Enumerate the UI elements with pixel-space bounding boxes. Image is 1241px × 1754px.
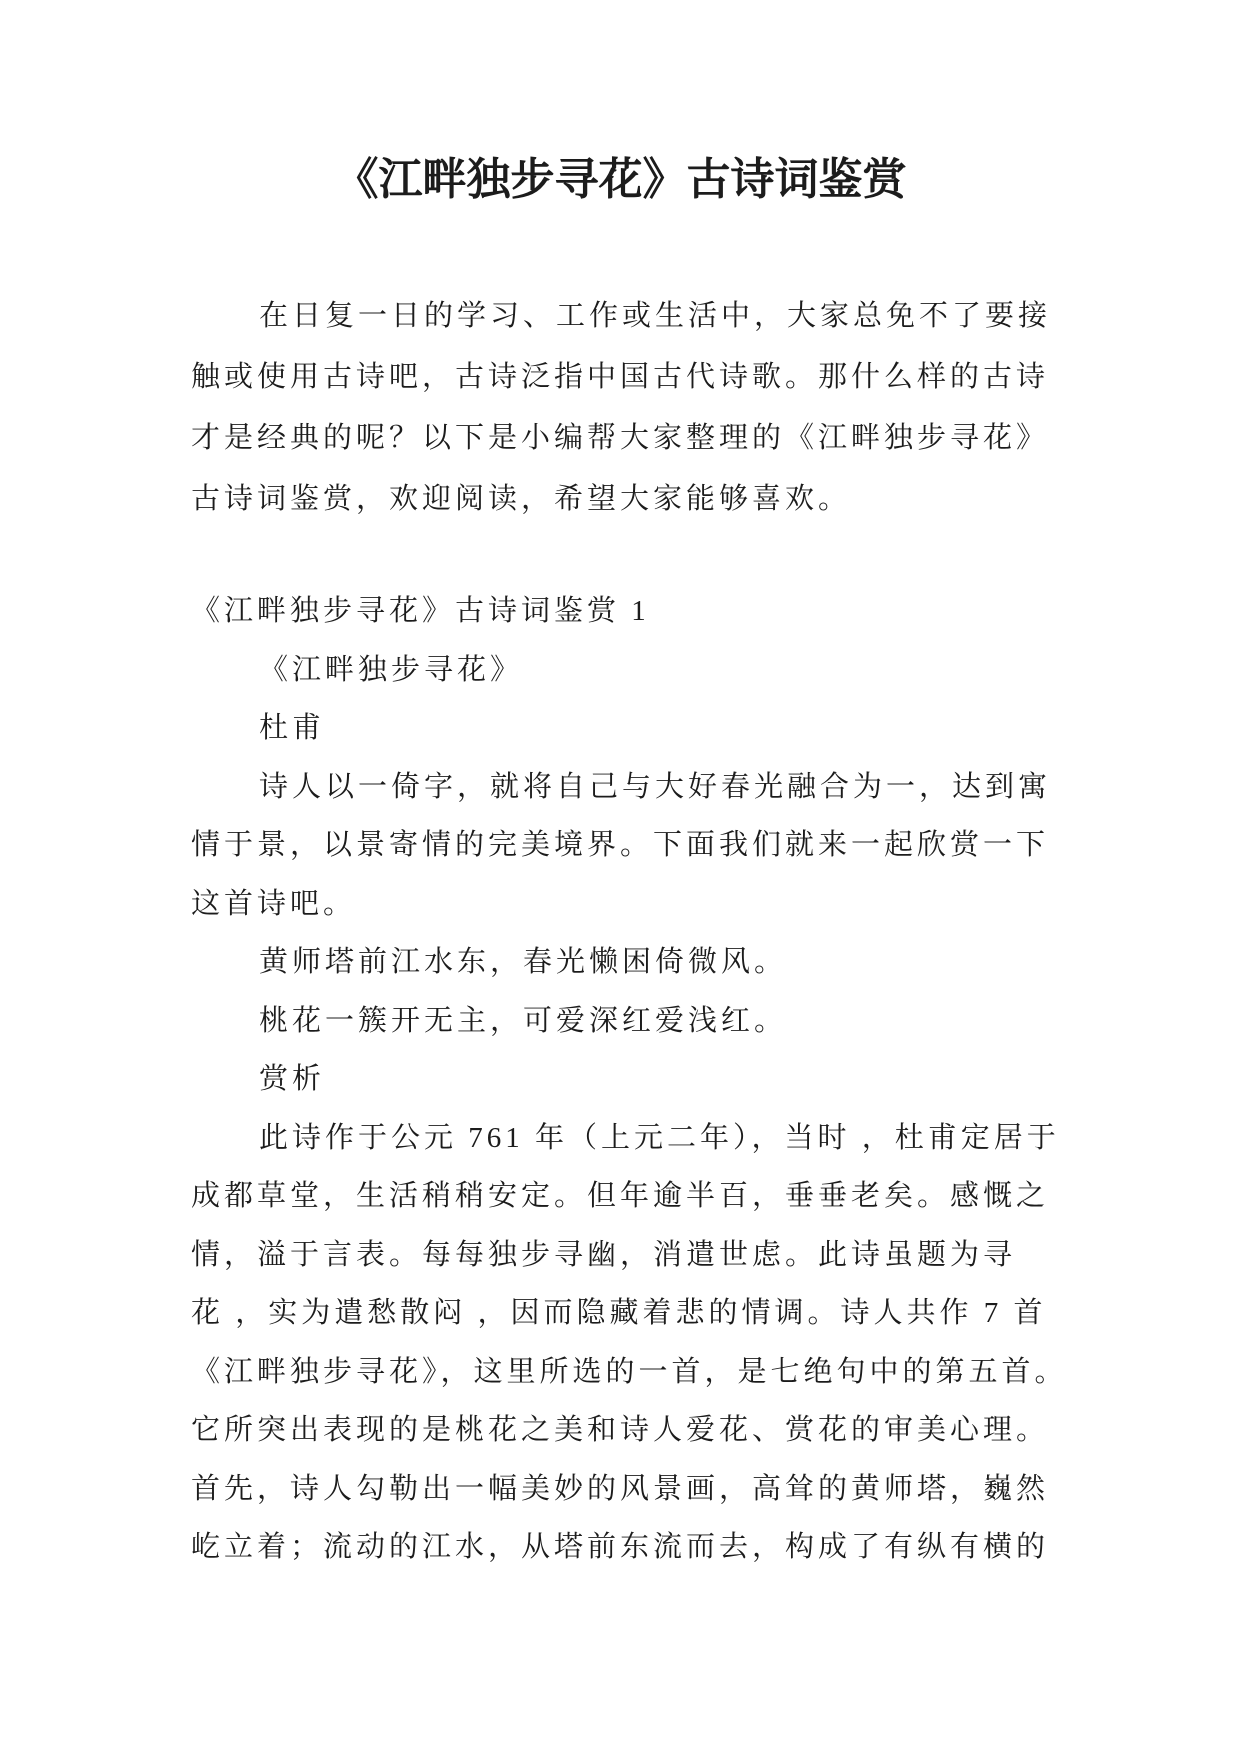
intro-paragraph	[191, 286, 1091, 530]
intro-line: 才是经典的呢？以下是小编帮大家整理的《江畔独步寻花》	[191, 422, 1050, 454]
preface-line: 诗人以一倚字，就将自己与大好春光融合为一，达到寓	[259, 770, 1052, 803]
intro-line: 古诗词鉴赏，欢迎阅读，希望大家能够喜欢。	[191, 483, 852, 515]
preface-line: 这首诗吧。	[191, 887, 357, 920]
analysis-line: 屹立着；流动的江水，从塔前东流而去，构成了有纵有横的	[191, 1531, 1050, 1563]
analysis-label: 赏析	[259, 1063, 326, 1095]
intro-line: 在日复一日的学习、工作或生活中，大家总免不了要接	[259, 300, 1052, 332]
verse-line: 黄师塔前江水东，春光懒困倚微风。	[259, 946, 788, 978]
analysis-line: 成都草堂，生活稍稍安定。但年逾半百，垂垂老矣。感慨之	[191, 1180, 1050, 1212]
analysis-line: 它所突出表现的是桃花之美和诗人爱花、赏花的审美心理。	[191, 1414, 1050, 1446]
analysis-line: 情，溢于言表。每每独步寻幽，消遣世虑。此诗虽题为寻	[191, 1238, 1017, 1271]
analysis-line: 此诗作于公元 761 年（上元二年），当时 ，杜甫定居于	[259, 1121, 1060, 1154]
analysis-line: 《江畔独步寻花》，这里所选的一首，是七绝句中的第五首。	[191, 1355, 1068, 1388]
poem-author: 杜甫	[259, 712, 326, 744]
document-body	[191, 286, 1091, 1577]
preface-line: 情于景，以景寄情的完美境界。下面我们就来一起欣赏一下	[191, 829, 1050, 861]
poem-title: 《江畔独步寻花》	[259, 653, 524, 686]
appreciation-section	[191, 582, 1091, 1577]
section-heading: 《江畔独步寻花》古诗词鉴赏 1	[191, 595, 650, 627]
analysis-line: 花 ，实为遣愁散闷 ，因而隐藏着悲的情调。诗人共作 7 首	[191, 1297, 1047, 1329]
analysis-line: 首先，诗人勾勒出一幅美妙的风景画，高耸的黄师塔，巍然	[191, 1472, 1050, 1505]
intro-line: 触或使用古诗吧，古诗泛指中国古代诗歌。那什么样的古诗	[191, 361, 1050, 393]
document-title: 《江畔独步寻花》古诗词鉴赏	[334, 155, 907, 204]
verse-line: 桃花一簇开无主，可爱深红爱浅红。	[259, 1004, 788, 1037]
